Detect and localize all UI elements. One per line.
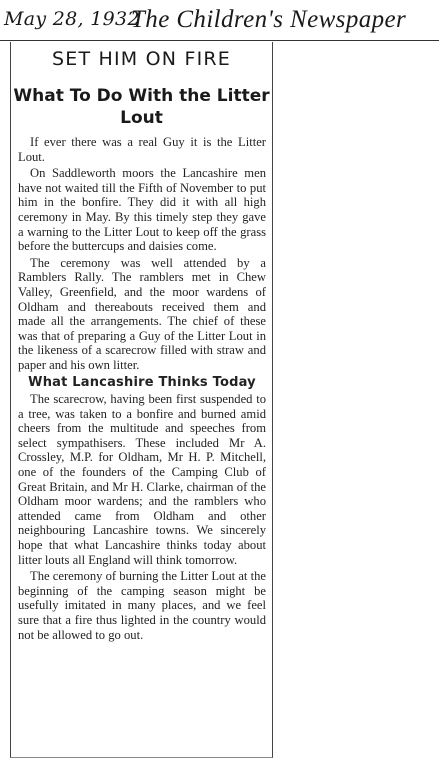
article-subheadline: What To Do With the Litter Lout (13, 86, 270, 128)
article-paragraph: The ceremony of burning the Litter Lout at the beginning of the camping season might be usefully imitated in many places, and we feel sure that a fire thus lighted in the country would not be allowed to go out. (18, 569, 266, 642)
article-paragraph: The ceremony was well attended by a Ramblers Rally. The ramblers met in Chew Valley, Greenfield, and the moor wardens of Oldham and thereabouts received them and made all the arrangements. The chief of these was that of preparing a Guy of the Litter Lout in the likeness of a scarecrow filled with straw and paper and his own litter. (18, 255, 266, 372)
masthead-rule (0, 40, 439, 41)
article-paragraph: If ever there was a real Guy it is the Litter Lout. (18, 135, 266, 164)
issue-date: May 28, 1932 (4, 8, 140, 30)
section-heading: What Lancashire Thinks Today (28, 374, 256, 390)
newspaper-title: The Children's Newspaper (131, 6, 407, 33)
article-paragraph: The scarecrow, having been first suspended to a tree, was taken to a bonfire and burned amid cheers from the multitude and speeches from select sympathisers. These included Mr A. Crossley, M.P. for Oldham, Mr H. P. Mitchell, one of the founders of the Camping Club of Great Britain, and Mr H. Clarke, chairman of the Oldham moor wardens; and the ramblers who attended came from Oldham and other neighbouring Lancashire towns. We sincerely hope that what Lancashire thinks today about litter louts all England will think tomorrow. (18, 392, 266, 567)
article-headline: SET HIM ON FIRE (52, 48, 231, 70)
article-body (18, 135, 266, 644)
article-paragraph: On Saddleworth moors the Lancashire men have not waited till the Fifth of November to put him in the bonfire. They did it with all high ceremony in May. By this timely step they gave a warning to the Litter Lout to keep off the grass before the buttercups and daisies come. (18, 166, 266, 254)
masthead (0, 0, 439, 40)
